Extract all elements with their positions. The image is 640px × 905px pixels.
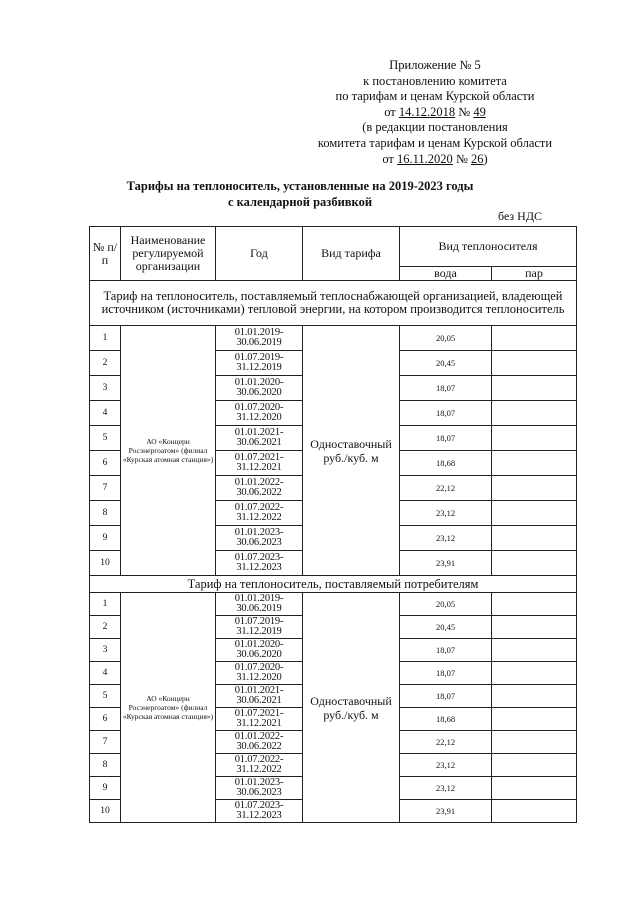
appendix-line2: к постановлению комитета (363, 73, 507, 88)
tariff-type-cell: Одноставочный руб./куб. м (303, 593, 400, 823)
period-cell: 01.01.2021-30.06.2021 (216, 426, 303, 451)
period-cell: 01.01.2021-30.06.2021 (216, 685, 303, 708)
period-cell: 01.07.2020-31.12.2020 (216, 662, 303, 685)
steam-value (492, 685, 577, 708)
appendix-line7-mid: № (452, 151, 471, 166)
steam-value (492, 526, 577, 551)
period-cell: 01.07.2022-31.12.2022 (216, 754, 303, 777)
table-row (90, 326, 577, 351)
steam-value (492, 616, 577, 639)
steam-value (492, 376, 577, 401)
steam-value (492, 639, 577, 662)
header-carrier: Вид теплоносителя (400, 227, 577, 267)
period-cell: 01.07.2020-31.12.2020 (216, 401, 303, 426)
water-value: 20,45 (400, 616, 492, 639)
water-value: 18,68 (400, 451, 492, 476)
water-value: 18,07 (400, 639, 492, 662)
steam-value (492, 476, 577, 501)
water-value: 20,05 (400, 593, 492, 616)
row-number: 7 (90, 476, 121, 501)
row-number: 5 (90, 685, 121, 708)
water-value: 23,12 (400, 501, 492, 526)
steam-value (492, 708, 577, 731)
period-cell: 01.07.2023-31.12.2023 (216, 800, 303, 823)
appendix-line4-prefix: от (384, 104, 399, 119)
period-cell: 01.07.2021-31.12.2021 (216, 451, 303, 476)
row-number: 9 (90, 777, 121, 800)
period-cell: 01.07.2019-31.12.2019 (216, 616, 303, 639)
steam-value (492, 731, 577, 754)
row-number: 2 (90, 616, 121, 639)
period-cell: 01.07.2023-31.12.2023 (216, 551, 303, 576)
steam-value (492, 401, 577, 426)
row-number: 9 (90, 526, 121, 551)
title-line1: Тарифы на теплоноситель, установленные на 2019-2023 годы (126, 179, 474, 193)
water-value: 18,07 (400, 376, 492, 401)
period-cell: 01.01.2023-30.06.2023 (216, 526, 303, 551)
water-value: 22,12 (400, 476, 492, 501)
appendix-line5: (в редакции постановления (362, 120, 508, 135)
appendix-line4 (300, 105, 570, 121)
steam-value (492, 551, 577, 576)
appendix-line7-suffix: ) (483, 151, 488, 166)
appendix-line3: по тарифам и ценам Курской области (335, 89, 535, 104)
row-number: 6 (90, 708, 121, 731)
water-value: 18,07 (400, 401, 492, 426)
steam-value (492, 426, 577, 451)
water-value: 18,07 (400, 685, 492, 708)
tariff-table (89, 226, 577, 823)
water-value: 23,91 (400, 800, 492, 823)
section-title: Тариф на теплоноситель, поставляемый потребителям (90, 576, 577, 593)
period-cell: 01.07.2022-31.12.2022 (216, 501, 303, 526)
water-value: 23,12 (400, 777, 492, 800)
row-number: 10 (90, 551, 121, 576)
row-number: 4 (90, 662, 121, 685)
period-cell: 01.01.2022-30.06.2022 (216, 476, 303, 501)
organization-cell: АО «Концерн Росэнергоатом» (филиал «Курская атомная станция») (121, 593, 216, 823)
appendix-line4-mid: № (455, 104, 474, 119)
period-cell: 01.07.2019-31.12.2019 (216, 351, 303, 376)
water-value: 18,07 (400, 426, 492, 451)
row-number: 5 (90, 426, 121, 451)
organization-cell: АО «Концерн Росэнергоатом» (филиал «Курская атомная станция») (121, 326, 216, 576)
water-value: 20,05 (400, 326, 492, 351)
period-cell: 01.01.2023-30.06.2023 (216, 777, 303, 800)
header-steam: пар (492, 267, 577, 281)
amendment-date: 16.11.2020 (397, 151, 453, 166)
period-cell: 01.01.2020-30.06.2020 (216, 376, 303, 401)
row-number: 8 (90, 501, 121, 526)
appendix-line7 (300, 152, 570, 168)
period-cell: 01.01.2019-30.06.2019 (216, 326, 303, 351)
period-cell: 01.01.2022-30.06.2022 (216, 731, 303, 754)
header-num: № п/п (90, 227, 121, 281)
row-number: 8 (90, 754, 121, 777)
document-title (90, 178, 510, 210)
row-number: 6 (90, 451, 121, 476)
steam-value (492, 326, 577, 351)
title-line2: с календарной разбивкой (227, 195, 373, 209)
table-row (90, 593, 577, 616)
steam-value (492, 351, 577, 376)
appendix-decree-number: 49 (473, 104, 486, 119)
steam-value (492, 501, 577, 526)
row-number: 1 (90, 326, 121, 351)
section-title: Тариф на теплоноситель, поставляемый теплоснабжающей организацией, владеющей источником (источниками) тепловой энергии, на котором производится теплоноситель (90, 281, 577, 326)
water-value: 18,07 (400, 662, 492, 685)
row-number: 1 (90, 593, 121, 616)
row-number: 10 (90, 800, 121, 823)
amendment-number: 26 (471, 151, 484, 166)
water-value: 23,12 (400, 754, 492, 777)
appendix-line6: комитета тарифам и ценам Курской области (317, 135, 553, 150)
steam-value (492, 800, 577, 823)
row-number: 3 (90, 376, 121, 401)
header-year: Год (216, 227, 303, 281)
header-tariff-type: Вид тарифа (303, 227, 400, 281)
water-value: 23,12 (400, 526, 492, 551)
header-org: Наименование регулируемой организации (121, 227, 216, 281)
water-value: 23,91 (400, 551, 492, 576)
period-cell: 01.07.2021-31.12.2021 (216, 708, 303, 731)
appendix-header (300, 58, 570, 167)
steam-value (492, 777, 577, 800)
steam-value (492, 662, 577, 685)
header-water: вода (400, 267, 492, 281)
row-number: 2 (90, 351, 121, 376)
water-value: 18,68 (400, 708, 492, 731)
period-cell: 01.01.2019-30.06.2019 (216, 593, 303, 616)
appendix-decree-date: 14.12.2018 (398, 104, 456, 119)
appendix-line7-prefix: от (382, 151, 398, 166)
row-number: 7 (90, 731, 121, 754)
steam-value (492, 754, 577, 777)
vat-note: без НДС (498, 209, 543, 223)
water-value: 22,12 (400, 731, 492, 754)
steam-value (492, 451, 577, 476)
steam-value (492, 593, 577, 616)
period-cell: 01.01.2020-30.06.2020 (216, 639, 303, 662)
appendix-line1: Приложение № 5 (389, 58, 481, 72)
row-number: 4 (90, 401, 121, 426)
row-number: 3 (90, 639, 121, 662)
water-value: 20,45 (400, 351, 492, 376)
tariff-type-cell: Одноставочный руб./куб. м (303, 326, 400, 576)
